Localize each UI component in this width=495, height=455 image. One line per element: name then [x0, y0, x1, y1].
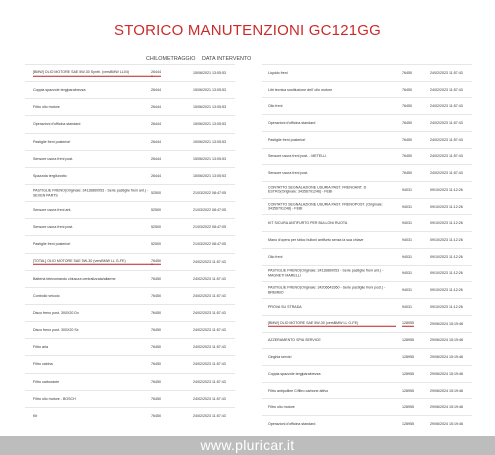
service-date: 24/02/2023 11:57:43: [430, 170, 463, 175]
service-description: AZZERAMENTO SPIA SERVICE: [268, 338, 321, 343]
service-date: 24/02/2023 11:57:43: [193, 413, 226, 418]
mileage-value: 76450: [151, 396, 161, 401]
watermark-text: www.pluricar.it: [200, 437, 295, 453]
page-title: STORICO MANUTENZIONI GC121GG: [113, 22, 382, 39]
service-date: 09/10/2023 11:12:26: [430, 204, 463, 209]
service-description: [BMW] OLIO MOTORE SAE 5W-30 (versBMW LL G-FE): [268, 320, 396, 326]
table-row: [262, 281, 472, 298]
table-row: [25, 201, 235, 218]
service-description: Disco freno post. 300X20 Sx: [33, 327, 79, 332]
mileage-value: 94031: [402, 254, 412, 259]
left-maintenance-table: [25, 64, 235, 424]
mileage-value: 128955: [402, 354, 414, 359]
mileage-value: 26444: [151, 87, 161, 92]
service-date: 09/10/2023 11:12:26: [430, 221, 463, 226]
table-row: [262, 214, 472, 231]
table-row: [262, 148, 472, 165]
mileage-value: 76450: [402, 137, 412, 142]
service-description: Filtro antipolline C/filtro carbone attivo: [268, 388, 329, 393]
table-row: [262, 164, 472, 181]
mileage-value: 128955: [402, 338, 414, 343]
service-date: 24/02/2023 11:57:43: [430, 137, 463, 142]
service-date: 24/02/2023 11:57:43: [430, 87, 463, 92]
right-maintenance-table: [262, 64, 472, 432]
service-date: 15/06/2021 13:05:53: [193, 156, 226, 161]
service-date: 24/02/2023 11:57:43: [430, 120, 463, 125]
service-description: PASTIGLIE FRENO(Originale: 34206643360 - Serie pastiglie freni post.) - BREMBO: [268, 285, 386, 295]
mileage-value: 128955: [402, 421, 414, 426]
mileage-value: 76450: [402, 120, 412, 125]
table-row: [262, 114, 472, 131]
table-row: [25, 218, 235, 235]
table-row: [25, 321, 235, 338]
mileage-value: 76450: [402, 70, 412, 75]
mileage-value: 76450: [151, 310, 161, 315]
service-date: 09/10/2023 11:12:26: [430, 271, 463, 276]
table-row: [262, 415, 472, 432]
service-description: Kit: [33, 413, 38, 418]
table-row: [25, 338, 235, 355]
service-description: Spazzola tergilunotto: [33, 173, 67, 178]
service-description: Sensore usura freni post.: [268, 170, 309, 175]
table-row: [262, 97, 472, 114]
service-date: 24/02/2023 11:57:43: [193, 379, 226, 384]
service-description: Cinghia servizi: [268, 354, 292, 359]
service-description: Filtro cabina: [33, 362, 53, 367]
watermark-bar: [0, 436, 495, 455]
service-date: 24/02/2023 11:57:43: [430, 104, 463, 109]
mileage-value: 76450: [151, 327, 161, 332]
service-date: 29/06/2024 15:19:46: [430, 371, 463, 376]
table-row: [262, 64, 472, 81]
service-date: 15/06/2021 13:05:53: [193, 87, 226, 92]
table-row: [25, 253, 235, 270]
service-date: 15/06/2021 13:05:53: [193, 122, 226, 127]
service-description: [BMW] OLIO MOTORE SAE 5W-30 Synth. (versBMW LL04): [33, 70, 153, 76]
mileage-value: 76450: [402, 154, 412, 159]
table-row: [262, 332, 472, 349]
service-date: 24/02/2023 11:57:43: [193, 293, 226, 298]
service-date: 21/03/2022 08:47:05: [193, 225, 226, 230]
service-date: 29/06/2024 15:19:46: [430, 404, 463, 409]
mileage-value: 76450: [402, 104, 412, 109]
service-date: 15/06/2021 13:05:53: [193, 139, 226, 144]
service-date: 24/02/2023 11:57:43: [193, 362, 226, 367]
mileage-value: 26444: [151, 122, 161, 127]
mileage-value: 26444: [151, 70, 161, 76]
service-description: Batteria telecomando chiusura centralizzata/allarme: [33, 276, 116, 281]
service-description: [TOTAL] OLIO MOTORE SAE 5W-30 (versBMW LL G-FE): [33, 258, 153, 264]
service-description: CONTATTO SEGNALAZIONE USURIA PAST. FRENOPOST. (Originale: 34356791248) - FEBI: [268, 202, 383, 211]
service-date: 15/06/2021 13:05:53: [193, 70, 226, 75]
table-row: [262, 231, 472, 248]
table-row: [25, 98, 235, 115]
date-column-header: DATA INTERVENTO: [202, 56, 252, 62]
table-row: [262, 198, 472, 215]
service-description: Olio freni: [268, 104, 283, 109]
mileage-value: 94031: [402, 287, 412, 292]
service-description: Sensore usura freni post.: [33, 156, 74, 161]
service-description: Filtro carburante: [33, 379, 60, 384]
table-row: [25, 373, 235, 390]
mileage-value: 94031: [402, 271, 412, 276]
mileage-value: 26444: [151, 156, 161, 161]
table-row: [262, 131, 472, 148]
service-description: Filtro olio motore: [33, 105, 60, 110]
service-date: 24/02/2023 11:57:43: [193, 310, 226, 315]
table-row: [25, 115, 235, 132]
service-date: 09/10/2023 11:12:26: [430, 254, 463, 259]
service-description: Pastiglie freni posteriori: [268, 137, 306, 142]
service-description: Mano d'opera per sbloc bulloni antifurto senza la sua chiave: [268, 237, 364, 242]
service-description: Operazioni d'officina standard: [268, 421, 316, 426]
mileage-value: 52500: [151, 225, 161, 230]
service-description: Liquido freni: [268, 70, 288, 75]
table-row: [25, 407, 235, 424]
mileage-value: 52500: [151, 242, 161, 247]
mileage-value: 94031: [402, 204, 412, 209]
table-row: [25, 287, 235, 304]
service-description: Litri tecnica sostituzione dell' olio motore: [268, 87, 333, 92]
mileage-value: 76450: [151, 413, 161, 418]
service-description: Sensore usura freni ant.: [33, 207, 72, 212]
service-date: 21/03/2022 08:47:05: [193, 242, 226, 247]
service-date: 24/02/2023 11:57:43: [193, 345, 226, 350]
service-date: 24/02/2023 11:57:43: [193, 396, 226, 401]
service-date: 24/02/2023 11:57:43: [193, 276, 226, 281]
table-row: [262, 265, 472, 282]
service-description: Operazioni d'officina standard: [33, 122, 81, 127]
service-description: Disco freno post. 300X20 Dx: [33, 310, 79, 315]
service-description: Filtro aria: [33, 345, 48, 350]
mileage-value: 128955: [402, 371, 414, 376]
service-date: 09/10/2023 11:12:26: [430, 187, 463, 192]
mileage-value: 26444: [151, 173, 161, 178]
service-description: Sensore usura freni post.: [33, 225, 74, 230]
table-row: [25, 150, 235, 167]
mileage-value: 94031: [402, 237, 412, 242]
mileage-value: 52500: [151, 207, 161, 212]
table-row: [262, 365, 472, 382]
service-date: 29/06/2024 15:19:46: [430, 388, 463, 393]
table-row: [25, 355, 235, 372]
mileage-value: 128955: [402, 388, 414, 393]
table-row: [262, 348, 472, 365]
mileage-value: 94031: [402, 187, 412, 192]
mileage-value: 26444: [151, 139, 161, 144]
mileage-value: 128955: [402, 404, 414, 409]
mileage-value: 76450: [151, 345, 161, 350]
mileage-value: 76450: [151, 276, 161, 281]
service-date: 24/02/2023 11:57:43: [430, 154, 463, 159]
service-description: Coppia spazzole tergiparabrezza: [33, 87, 86, 92]
service-date: 09/10/2023 11:12:26: [430, 287, 463, 292]
service-date: 29/06/2024 15:19:46: [430, 354, 463, 359]
service-date: 21/03/2022 08:47:05: [193, 190, 226, 195]
service-description: Coppia spazzole tergiparabrezza: [268, 371, 321, 376]
service-date: 24/02/2023 11:57:43: [193, 327, 226, 332]
service-date: 24/02/2023 11:57:43: [430, 70, 463, 75]
service-description: Operazioni d'officina standard: [268, 120, 316, 125]
service-description: PASTIGLIE FRENO(Originale: 34116860053 - Serie pastiglie freni ant.) - MAGNETI MARELLI: [268, 269, 384, 278]
mileage-value: 76450: [151, 362, 161, 367]
mileage-value: 76450: [151, 293, 161, 298]
table-row: [262, 382, 472, 399]
service-description: Filtro olio motore: [268, 404, 295, 409]
table-row: [25, 304, 235, 321]
service-description: KIT SICURA ANTIFURTO PER BULLONI RUOTA: [268, 221, 348, 226]
table-row: [25, 81, 235, 98]
table-row: [25, 390, 235, 407]
mileage-value: 76450: [402, 87, 412, 92]
service-date: 29/06/2024 15:19:46: [430, 421, 463, 426]
mileage-value: 26444: [151, 105, 161, 110]
service-date: 21/03/2022 08:47:05: [193, 207, 226, 212]
table-row: [25, 235, 235, 252]
table-row: [25, 133, 235, 150]
mileage-value: 76450: [402, 170, 412, 175]
table-row: [262, 181, 472, 198]
service-description: Pastiglie freni posteriori: [33, 139, 71, 144]
table-row: [25, 184, 235, 201]
service-description: Filtro olio motore - BOSCH: [33, 396, 76, 401]
mileage-value: 128955: [402, 320, 414, 326]
table-row: [262, 81, 472, 98]
service-date: 24/02/2023 11:57:43: [193, 259, 226, 264]
service-description: Pastiglie freni posteriori: [33, 242, 71, 247]
service-description: Controllo veicolo: [33, 293, 60, 298]
service-description: PASTIGLIE FRENO(Originale: 34116860053 - Serie pastiglie freni ant.) - SEVEN PARTS: [33, 188, 149, 198]
table-row: [25, 64, 235, 81]
mileage-value: 94031: [402, 304, 412, 309]
service-date: 09/10/2023 11:12:26: [430, 237, 463, 242]
km-column-header: CHILOMETRAGGIO: [146, 56, 196, 62]
mileage-value: 94031: [402, 221, 412, 226]
service-date: 15/06/2021 13:05:53: [193, 173, 226, 178]
service-date: 15/06/2021 13:05:53: [193, 105, 226, 110]
mileage-value: 52500: [151, 190, 161, 195]
service-date: 29/06/2024 15:19:46: [430, 338, 463, 343]
service-date: 09/10/2023 11:12:26: [430, 304, 463, 309]
service-description: Sensore usura freni post. - METELLI: [268, 154, 327, 159]
mileage-value: 76450: [151, 379, 161, 384]
table-row: [25, 167, 235, 184]
service-date: 29/06/2024 15:19:46: [430, 321, 463, 326]
mileage-value: 76450: [151, 258, 161, 264]
service-description: CONTATTO SEGNALAZIONE USURIA PAST. FRENOANT. D ESTRO(Originale: 34356791246) - FEBI: [268, 185, 367, 194]
service-description: Olio freni: [268, 254, 283, 259]
table-row: [25, 270, 235, 287]
table-row: [262, 298, 472, 315]
table-row: [262, 248, 472, 265]
table-row: [262, 398, 472, 415]
service-description: PROVA SU STRADA: [268, 304, 302, 309]
table-row: [262, 315, 472, 332]
